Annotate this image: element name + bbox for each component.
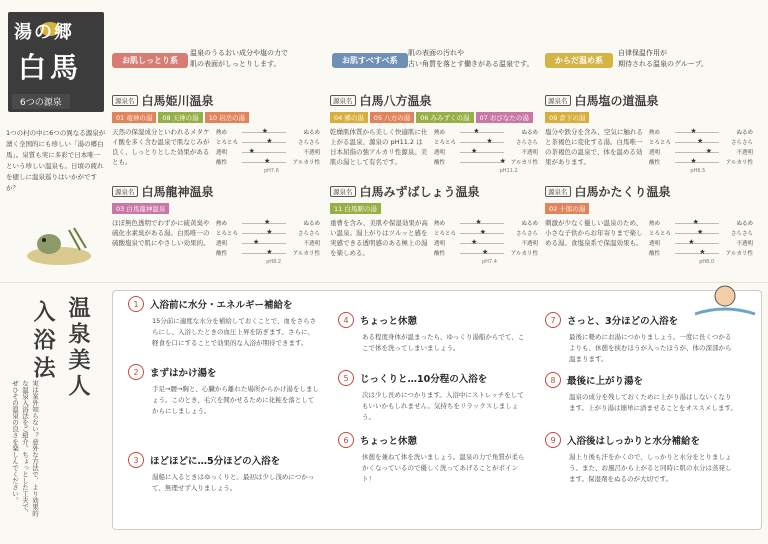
- scale-right-label: ぬるめ: [521, 130, 538, 136]
- step-header: [338, 432, 417, 448]
- scale-row: [649, 137, 753, 147]
- scale-row: [216, 218, 320, 228]
- step-header: [338, 312, 417, 328]
- scale-left-label: 酸性: [649, 251, 661, 257]
- scale-row: [216, 147, 320, 157]
- scale-left-label: 熱め: [649, 130, 661, 136]
- scale-left-label: 透明: [649, 150, 661, 156]
- scale-right-label: 不透明: [303, 150, 320, 156]
- frog-illustration-icon: [14, 220, 104, 270]
- scale-row: [216, 248, 320, 258]
- onsen-name-row: [330, 92, 540, 109]
- scale-marker-icon: ★: [690, 127, 697, 135]
- step-desc: ある程度身体が温まったら、ゆっくり湯船からでて、ここで体を洗ってしまいましょう。: [362, 333, 525, 352]
- scale-right-label: 不透明: [521, 241, 538, 247]
- scale-left-label: とろとろ: [216, 231, 239, 237]
- scale-left-label: とろとろ: [649, 140, 672, 146]
- scale-line: [460, 132, 504, 133]
- column-tag: お肌しっとり系: [112, 53, 188, 68]
- scale-marker-icon: ★: [473, 127, 480, 135]
- step-desc: 温泉の成分を残しておくために上がり湯はしないくなります。上がり湯は簡単に済ませることをオススメします。: [569, 393, 737, 412]
- scale-right-label: ぬるめ: [303, 221, 320, 227]
- source-chip: 05 八方の湯: [370, 112, 414, 123]
- scale-left-label: とろとろ: [434, 140, 457, 146]
- source-list: [112, 112, 322, 123]
- scale-marker-icon: ★: [264, 157, 271, 165]
- column-desc: 自律保温作用が 期待される温泉のグループ。: [618, 49, 708, 68]
- step-number: 6: [338, 432, 354, 448]
- source-list: [112, 203, 322, 214]
- scale-row: [434, 248, 538, 258]
- intro-text: 1つの村の中に6つの異なる源泉が湧く全国的にも珍しい「湯の郷白馬」。泉質も実に多彩で日本唯一という珍しい温泉も。日頃の疲れを癒しに温泉巡りはいかがですか？: [6, 129, 106, 192]
- scale-marker-icon: ★: [479, 228, 487, 236]
- scale-left-label: 熱め: [649, 221, 661, 227]
- onsen-card: [330, 183, 540, 265]
- source-list: [545, 112, 755, 123]
- ph-value: pH8.2: [266, 259, 282, 265]
- scale-row: [434, 218, 538, 228]
- onsen-card: [545, 183, 755, 265]
- scale-left-label: 酸性: [434, 251, 446, 257]
- scale-marker-icon: ★: [699, 248, 706, 256]
- onsen-desc: 刺激が少なく優しい温泉のため、小さな子供からお年寄りまで楽しめる湯。食塩泉系で保温効果も。: [545, 219, 643, 247]
- scale-left-label: とろとろ: [649, 231, 672, 237]
- scale-marker-icon: ★: [690, 157, 697, 165]
- source-chip: 08 天神の湯: [158, 112, 202, 123]
- logo-line2: 白馬: [18, 51, 83, 84]
- step-number: 3: [128, 452, 144, 468]
- scale-right-label: アルカリ性: [510, 251, 538, 257]
- scale-line: [675, 132, 719, 133]
- ph-value: pH8.0: [699, 259, 715, 265]
- scale-right-label: さらさら: [297, 140, 320, 146]
- scale-row: [649, 248, 753, 258]
- scale-marker-icon: ★: [499, 157, 506, 165]
- scale-left-label: 透明: [434, 150, 446, 156]
- onsen-desc: 天然の保湿成分といわれるメタケイ酸を多く含む温泉で肌なじみが良く、しっとりとした効果があるとも。: [112, 128, 210, 166]
- onsen-name: 白馬姫川温泉: [141, 94, 214, 108]
- scale-line: [460, 152, 504, 153]
- bather-illustration-icon: [690, 282, 760, 322]
- scale-right-label: ぬるめ: [736, 221, 753, 227]
- scale-marker-icon: ★: [266, 228, 273, 236]
- scale-line: [242, 243, 286, 244]
- scale-left-label: 熱め: [216, 130, 228, 136]
- step-desc: 次は少し長めにつかります。入浴中にストレッチをしてもいいかもしれません。気持ちをリラックスしましょう。: [362, 391, 524, 421]
- scale-marker-icon: ★: [261, 127, 269, 135]
- scale-left-label: 酸性: [434, 160, 446, 166]
- section-desc: 実は案外知らない？意外な方法で、より効果的な温泉入浴法をご紹介。ちょっとした工夫で、ぜひその温泉の良さを楽しんでください。: [11, 380, 39, 517]
- scale-row: [434, 137, 538, 147]
- column-desc: 温泉のうるおい成分や塩の力で 肌の表面がしっとりします。: [190, 49, 288, 68]
- scale-right-label: アルカリ性: [725, 160, 753, 166]
- step-desc: 湯上り後も汗をかくので、しっかりと水分をとりましょう。また、お風呂から上がると同時に肌の水分は蒸発します。保湿剤をぬるのが大切です。: [569, 453, 732, 483]
- onsen-name: 白馬かたくり温泉: [574, 185, 671, 199]
- step-title: 最後に上がり湯を: [567, 376, 644, 387]
- scale-right-label: さらさら: [515, 140, 538, 146]
- source-label: 源泉名: [330, 95, 356, 106]
- source-label: 源泉名: [330, 186, 356, 197]
- scale-right-label: さらさら: [297, 231, 320, 237]
- section-title-1: 温泉美人: [65, 296, 90, 400]
- scale-row: [216, 127, 320, 137]
- onsen-name: 白馬八方温泉: [359, 94, 432, 108]
- scale-row: [216, 238, 320, 248]
- onsen-name: 白馬塩の道温泉: [574, 94, 659, 108]
- scale-line: [460, 243, 504, 244]
- scale-marker-icon: ★: [471, 147, 478, 155]
- column-tag: からだ温め系: [545, 53, 613, 68]
- scale-left-label: 酸性: [216, 160, 228, 166]
- scale-right-label: アルカリ性: [725, 251, 753, 257]
- column-tag: お肌すべすべ系: [332, 53, 408, 68]
- scale-row: [649, 228, 753, 238]
- step-header: [338, 370, 487, 386]
- scale-row: [649, 127, 753, 137]
- step-desc: 手足→腰→胸と、心臓から離れた場所からかけ湯をしましょう。このとき、毛穴を開かせるために化粧を落としてからにしましょう。: [152, 385, 319, 415]
- ph-value: pH11.2: [499, 168, 518, 174]
- scale-marker-icon: ★: [697, 228, 704, 236]
- scale-marker-icon: ★: [705, 147, 713, 155]
- onsen-name-row: [112, 183, 322, 200]
- source-list: [330, 203, 540, 214]
- scale-line: [242, 253, 286, 254]
- scale-row: [216, 137, 320, 147]
- source-list: [330, 112, 540, 123]
- scale-right-label: ぬるめ: [303, 130, 320, 136]
- step-number: 5: [338, 370, 354, 386]
- step-desc: 15分前に適度な水分を補給しておくことで、血をさらさらにし、入浴したときの血圧上昇を防ぎます。さらに、軽食を口にすることで効果的な入浴が期待できます。: [152, 317, 317, 347]
- scale-right-label: さらさら: [730, 140, 753, 146]
- scale-marker-icon: ★: [688, 238, 695, 246]
- scale-right-label: アルカリ性: [510, 160, 538, 166]
- scale-line: [675, 162, 719, 163]
- scale-line: [675, 152, 719, 153]
- onsen-name-row: [545, 92, 755, 109]
- step-desc: 最後に軽めにお湯につかりましょう。一度に長くつかるよりも、休憩を挟むほうが入ったほうが、体の深部から温まります。: [569, 333, 732, 363]
- scale-marker-icon: ★: [471, 238, 478, 246]
- source-chip: 04 郷の湯: [330, 112, 368, 123]
- scale-row: [434, 127, 538, 137]
- scale-left-label: 酸性: [649, 160, 661, 166]
- scale-right-label: さらさら: [730, 231, 753, 237]
- scale-row: [649, 218, 753, 228]
- scale-line: [675, 243, 719, 244]
- scale-left-label: 熱め: [434, 130, 446, 136]
- step-title: ちょっと休憩: [360, 436, 418, 447]
- scale-left-label: 熱め: [216, 221, 228, 227]
- scale-marker-icon: ★: [482, 248, 489, 256]
- onsen-name-row: [330, 183, 540, 200]
- scale-left-label: 透明: [216, 150, 228, 156]
- column-warm: [545, 48, 613, 67]
- source-chip: 01 竜神の湯: [112, 112, 156, 123]
- onsen-name: 白馬龍神温泉: [141, 185, 214, 199]
- source-label: 源泉名: [112, 95, 138, 106]
- step-header: [545, 372, 643, 388]
- scale-marker-icon: ★: [266, 248, 273, 256]
- scale-row: [649, 238, 753, 248]
- scale-marker-icon: ★: [266, 137, 273, 145]
- column-desc: 肌の表面の汚れや 古い角質を落とす働きがある温泉です。: [408, 49, 534, 68]
- scale-left-label: 透明: [216, 241, 228, 247]
- scale-line: [460, 142, 504, 143]
- quality-scale: [649, 127, 753, 174]
- step-number: 2: [128, 364, 144, 380]
- step-title: 入浴前に水分・エネルギー補給を: [150, 300, 293, 311]
- onsen-card: [545, 92, 755, 174]
- source-label: 源泉名: [545, 186, 571, 197]
- scale-row: [434, 157, 538, 167]
- scale-row: [434, 228, 538, 238]
- scale-marker-icon: ★: [486, 137, 493, 145]
- ph-value: pH6.5: [690, 168, 706, 174]
- step-header: [128, 364, 217, 380]
- ph-value: pH7.6: [264, 168, 279, 174]
- scale-line: [242, 233, 286, 234]
- source-chip: 06 みみずくの湯: [416, 112, 473, 123]
- step-title: さっと、3分ほどの入浴を: [567, 316, 679, 327]
- onsen-desc: 塩分や鉄分を含み、空気に触れると茶褐色に変化する湯。白馬唯一の茶褐色の温泉で、体を温める効果があります。: [545, 128, 643, 166]
- source-chip: 03 白馬龍神温泉: [112, 203, 169, 214]
- quality-scale: [434, 218, 538, 265]
- source-list: [545, 203, 755, 214]
- scale-row: [216, 228, 320, 238]
- scale-right-label: アルカリ性: [292, 251, 320, 257]
- scale-row: [434, 238, 538, 248]
- step-header: [545, 312, 678, 328]
- scale-right-label: 不透明: [736, 241, 753, 247]
- quality-scale: [434, 127, 538, 174]
- scale-left-label: とろとろ: [434, 231, 457, 237]
- scale-row: [649, 147, 753, 157]
- source-chip: 09 倉下の湯: [545, 112, 589, 123]
- scale-marker-icon: ★: [248, 147, 255, 155]
- scale-right-label: 不透明: [736, 150, 753, 156]
- source-chip: 10 岩岳の湯: [205, 112, 249, 123]
- scale-left-label: 熱め: [434, 221, 446, 227]
- scale-marker-icon: ★: [697, 137, 704, 145]
- source-chip: 07 おびなたの湯: [476, 112, 533, 123]
- scale-marker-icon: ★: [475, 218, 482, 226]
- section-title-2: 入浴法: [30, 300, 55, 384]
- onsen-card: [330, 92, 540, 174]
- scale-left-label: とろとろ: [216, 140, 239, 146]
- scale-right-label: さらさら: [515, 231, 538, 237]
- step-title: ちょっと休憩: [360, 316, 418, 327]
- onsen-name-row: [112, 92, 322, 109]
- step-title: じっくりと…10分程の入浴を: [360, 374, 488, 385]
- scale-right-label: アルカリ性: [292, 160, 320, 166]
- scale-right-label: 不透明: [521, 150, 538, 156]
- step-header: [128, 296, 293, 312]
- logo-line1: 湯の郷: [14, 22, 74, 43]
- onsen-desc: ほぼ無色透明でわずかに硫黄臭や硫化水素臭がある湯。白馬唯一の硫酸塩泉で肌にやさしい効果的。: [112, 219, 210, 247]
- step-title: 入浴後はしっかりと水分補給を: [567, 436, 701, 447]
- onsen-desc: 重曹を含み、美肌や保湿効果が高い温泉。湯上がりはツルッと感を実感できる透明感のある極上の湯を楽しめる。: [330, 219, 428, 257]
- scale-row: [216, 157, 320, 167]
- onsen-card: [112, 92, 322, 174]
- step-number: 9: [545, 432, 561, 448]
- ph-value: pH7.4: [482, 259, 497, 265]
- onsen-card: [112, 183, 322, 265]
- scale-left-label: 酸性: [216, 251, 228, 257]
- logo-badge: 6つの源泉: [12, 94, 70, 109]
- scale-line: [460, 162, 504, 163]
- step-number: 7: [545, 312, 561, 328]
- step-desc: 休憩を兼ねて体を洗いましょう。温泉の力で角質が柔らかくなっているので優しく洗ってあげることがポイント！: [362, 453, 525, 483]
- source-chip: 11 白馬駅の湯: [330, 203, 381, 214]
- scale-line: [675, 253, 719, 254]
- quality-scale: [649, 218, 753, 265]
- scale-left-label: 透明: [434, 241, 446, 247]
- column-smooth: [332, 48, 408, 67]
- scale-marker-icon: ★: [264, 218, 271, 226]
- onsen-name: 白馬みずばしょう温泉: [359, 185, 480, 199]
- scale-row: [434, 147, 538, 157]
- source-chip: 02 十郎の湯: [545, 203, 589, 214]
- scale-row: [649, 157, 753, 167]
- onsen-name-row: [545, 183, 755, 200]
- source-label: 源泉名: [545, 95, 571, 106]
- source-label: 源泉名: [112, 186, 138, 197]
- onsen-desc: 乾燥肌体質から美しく快適肌に仕上がる温泉、源泉の pH11.2 は日本屈指の強アルカリ性源泉。美肌の湯として有名です。: [330, 128, 428, 166]
- scale-right-label: ぬるめ: [736, 130, 753, 136]
- step-desc: 湯船に入るときはゆっくりと。最初は少し浅めにつかって、無理せず入りましょう。: [152, 473, 315, 492]
- scale-marker-icon: ★: [253, 238, 260, 246]
- scale-right-label: 不透明: [303, 241, 320, 247]
- scale-line: [460, 223, 504, 224]
- scale-right-label: ぬるめ: [521, 221, 538, 227]
- quality-scale: [216, 218, 320, 265]
- scale-marker-icon: ★: [692, 218, 699, 226]
- quality-scale: [216, 127, 320, 174]
- scale-line: [242, 142, 286, 143]
- column-moist: [112, 48, 188, 67]
- step-number: 8: [545, 372, 561, 388]
- step-number: 1: [128, 296, 144, 312]
- step-header: [128, 452, 280, 468]
- step-title: ほどほどに…5分ほどの入浴を: [150, 456, 281, 467]
- scale-left-label: 透明: [649, 241, 661, 247]
- step-number: 4: [338, 312, 354, 328]
- step-title: まずはかけ湯を: [150, 368, 217, 379]
- step-header: [545, 432, 700, 448]
